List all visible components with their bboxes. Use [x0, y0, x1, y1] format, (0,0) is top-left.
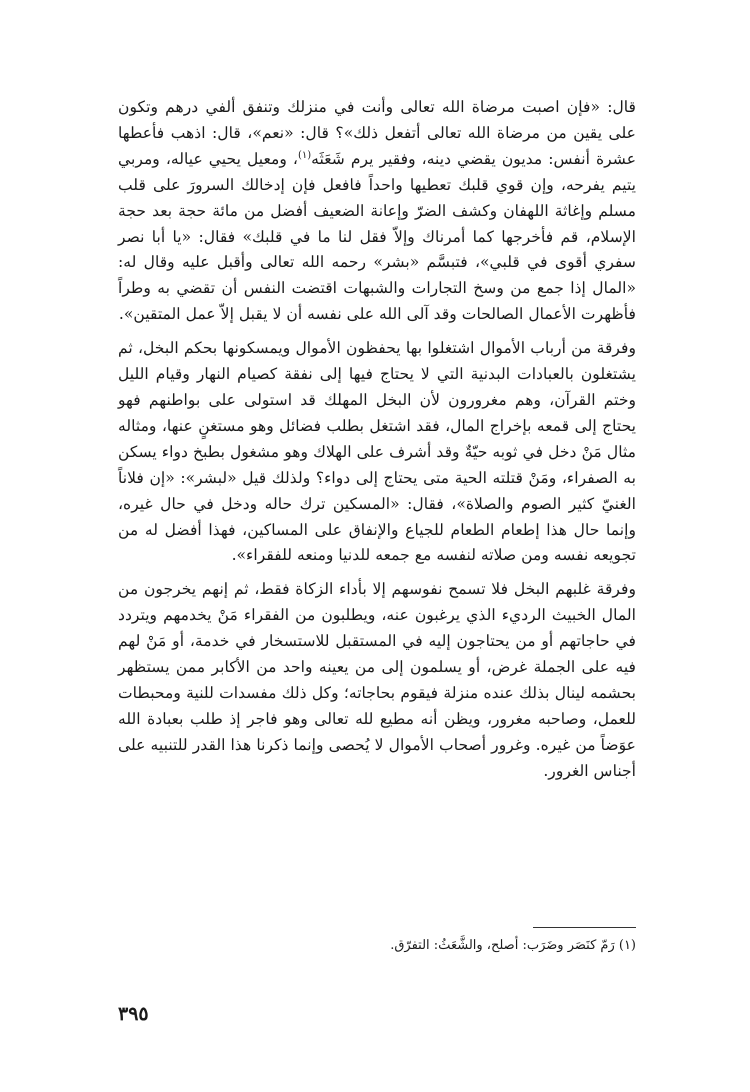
paragraph-3: وفرقة غلبهم البخل فلا تسمح نفوسهم إلا بأداء الزكاة فقط، ثم إنهم يخرجون من المال الخبيث الرديء الذي يرغبون عنه، ويطلبون من الفقراء مَنْ يخدمهم ويتردد في حاجاتهم أو من يحتاجون إليه في المستقبل للاستسخار في خدمة، أو مَنْ لهم فيه على الجملة غرض، أو يسلمون إلى من يعينه واحد من الأكابر ممن يستظهر بحشمه لينال بذلك عنده منزلة فيقوم بحاجاته؛ وكل ذلك مفسدات للنية ومحبطات للعمل، وصاحبه مغرور، ويظن أنه مطيع لله تعالى وهو فاجر إذ طلب بعبادة الله عوَضاً من غيره. وغرور أصحاب الأموال لا يُحصى وإنما ذكرنا هذا القدر للتنبيه على أجناس الغرور. — [118, 580, 636, 780]
paragraph-2: وفرقة من أرباب الأموال اشتغلوا بها يحفظون الأموال ويمسكونها بحكم البخل، ثم يشتغلون بالعبادات البدنية التي لا يحتاج فيها إلى نفقة كصيام النهار وقيام الليل وختم القرآن، وهم مغرورون لأن البخل المهلك قد استولى على بواطنهم فهو يحتاج إلى قمعه بإخراج المال، فقد اشتغل بطلب فضائل وهو مستغنٍ عنها، ومثاله مثال مَنْ دخل في ثوبه حيّةٌ وقد أشرف على الهلاك وهو مشغول بطبخ دواء يسكن به الصفراء، ومَنْ قتلته الحية متى يحتاج إلى دواء؟ ولذلك قيل «لبشر»: «إن فلاناً الغنيّ كثير الصوم والصلاة»، فقال: «المسكين ترك حاله ودخل في حال غيره، وإنما حال هذا إطعام الطعام للجياع والإنفاق على المساكين، فهذا أفضل له من تجويعه نفسه ومن صلاته لنفسه مع جمعه للدنيا ومنعه للفقراء». — [118, 339, 637, 565]
footnote: (١) رَمّ كنَصَر وضَرَب: أصلح، والشَّعَثُ: التفرّق. — [390, 938, 636, 953]
footnote-separator — [533, 927, 636, 928]
footnote-marker: (١) — [297, 149, 312, 161]
paragraph-1-text-after: ، ومعيل يحيي عياله، ومربي يتيم يفرحه، وإن قوي قلبك تعطيها واحداً فافعل فإن إدخالك السرورَ على قلب مسلم وإغاثة اللهفان وكشف الضرّ وإعانة الضعيف أفضل من مائة حجة بعد حجة الإسلام، قم فأخرجها كما أمرناك وإلاّ فقل لنا ما في قلبك» فقال: «يا أبا نصر سفري أقوى في قلبي»، فتبسَّم «بشر» رحمه الله تعالى وأقبل عليه وقال له: «المال إذا جمع من وسخ التجارات والشبهات اقتضت النفس أن تقضي به وطراً فأظهرت الأعمال الصالحات وقد آلى الله على نفسه أن لا يقبل إلاّ عمل المتقين». — [118, 149, 636, 324]
paragraph-1 — [118, 95, 636, 328]
paragraph-1-text-before: قال: «فإن اصبت مرضاة الله تعالى وأنت في منزلك وتنفق ألفي درهم وتكون على يقين من مرضاة الله تعالى أتفعل ذلك»؟ قال: «نعم»، قال: اذهب فأعطها عشرة أنفس: مديون يقضي دينه، وفقير يرم شَعَثَه — [118, 98, 636, 168]
main-text-block — [118, 95, 636, 785]
page-number: ٣٩٥ — [118, 1003, 149, 1025]
